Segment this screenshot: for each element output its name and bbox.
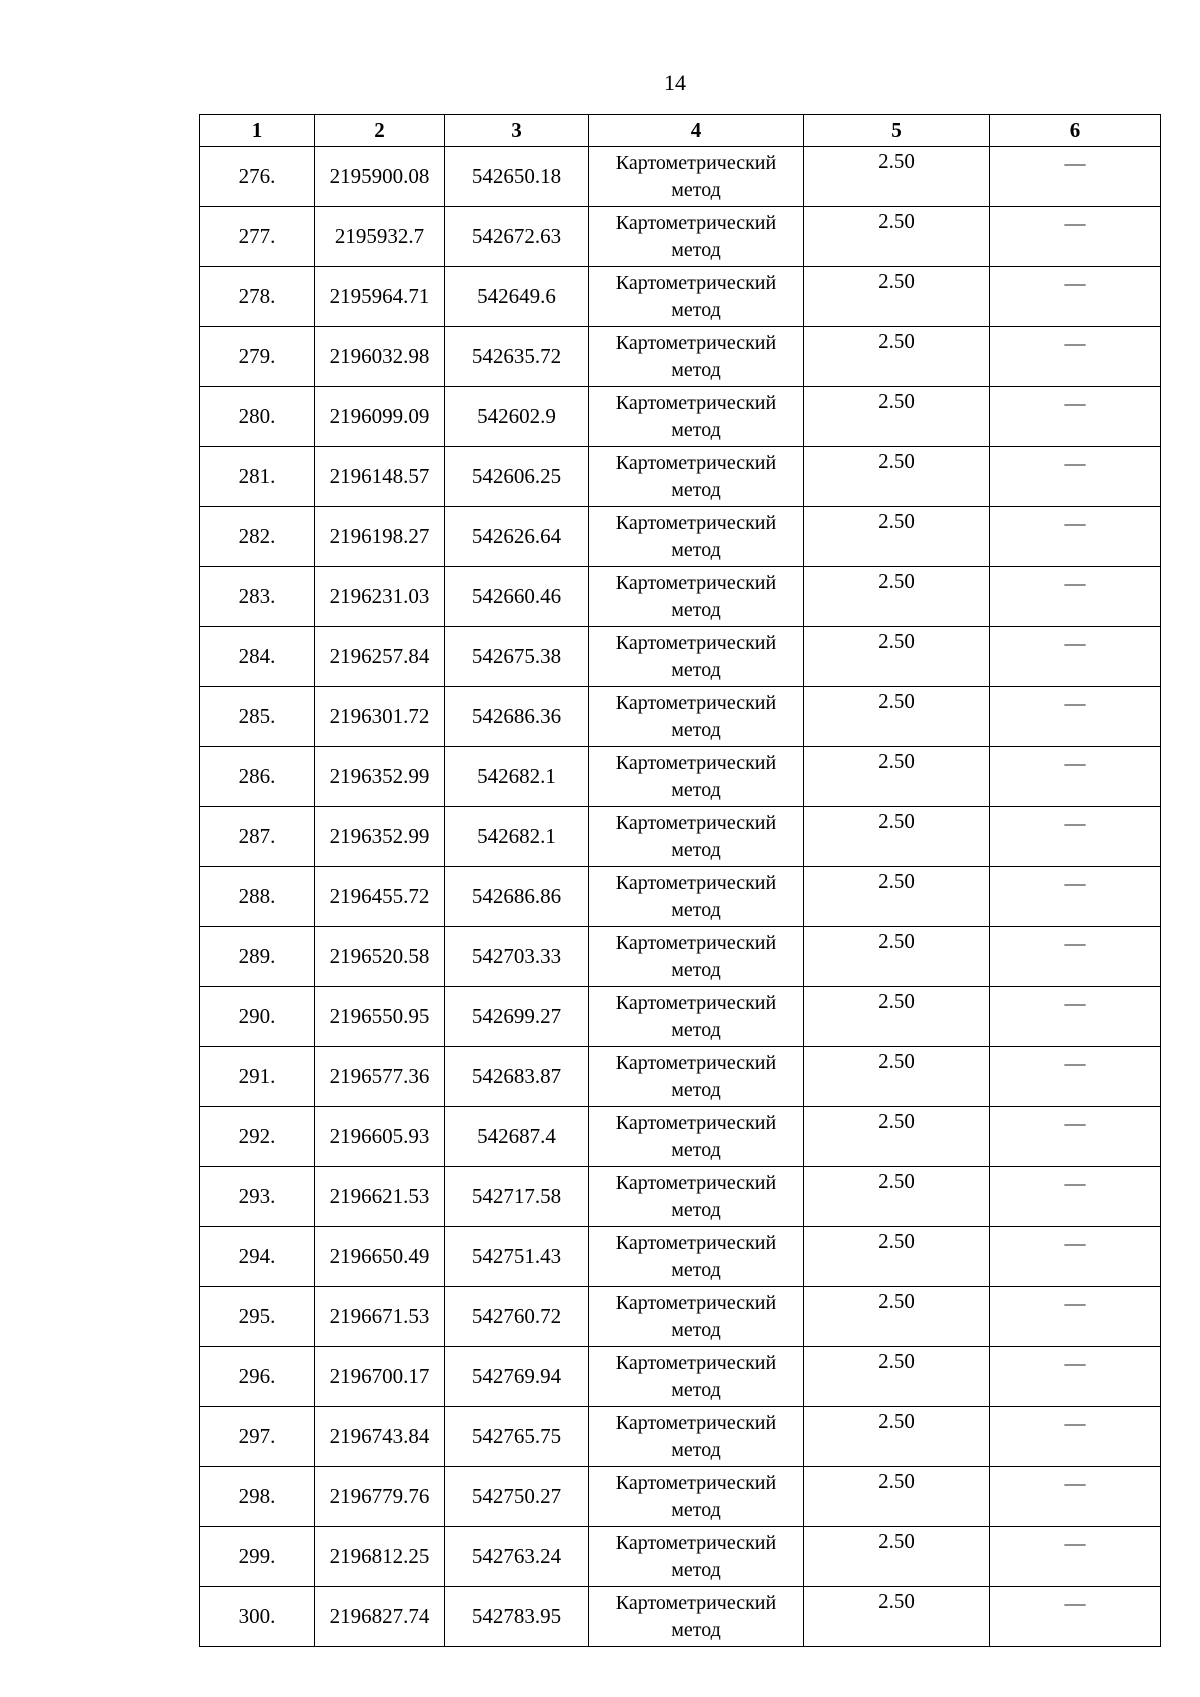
x-coordinate-cell: 2196605.93 — [315, 1107, 445, 1167]
method-line-2: метод — [671, 1558, 721, 1581]
method-cell — [589, 1287, 804, 1347]
y-coordinate-cell: 542717.58 — [445, 1167, 589, 1227]
method-line-1: Картометрический — [615, 1471, 777, 1494]
y-coordinate-cell: 542703.33 — [445, 927, 589, 987]
accuracy-cell: 2.50 — [804, 147, 990, 207]
table-row — [200, 1167, 1161, 1227]
table-row — [200, 387, 1161, 447]
accuracy-cell: 2.50 — [804, 687, 990, 747]
y-coordinate-cell: 542765.75 — [445, 1407, 589, 1467]
method-cell — [589, 507, 804, 567]
note-cell: — — [990, 1467, 1161, 1527]
method-line-1: Картометрический — [615, 331, 777, 354]
note-cell: — — [990, 1167, 1161, 1227]
method-cell — [589, 267, 804, 327]
table-row — [200, 687, 1161, 747]
method-line-2: метод — [671, 1078, 721, 1101]
note-cell: — — [990, 807, 1161, 867]
y-coordinate-cell: 542626.64 — [445, 507, 589, 567]
method-line-1: Картометрический — [615, 211, 777, 234]
x-coordinate-cell: 2196257.84 — [315, 627, 445, 687]
note-cell: — — [990, 267, 1161, 327]
method-line-1: Картометрический — [615, 511, 777, 534]
method-cell — [589, 807, 804, 867]
x-coordinate-cell: 2196650.49 — [315, 1227, 445, 1287]
y-coordinate-cell: 542672.63 — [445, 207, 589, 267]
accuracy-cell: 2.50 — [804, 927, 990, 987]
table-row — [200, 1407, 1161, 1467]
table-row — [200, 867, 1161, 927]
accuracy-cell: 2.50 — [804, 747, 990, 807]
accuracy-cell: 2.50 — [804, 387, 990, 447]
note-cell: — — [990, 387, 1161, 447]
y-coordinate-cell: 542606.25 — [445, 447, 589, 507]
header-col-2: 2 — [315, 115, 445, 147]
method-line-1: Картометрический — [615, 1111, 777, 1134]
accuracy-cell: 2.50 — [804, 1107, 990, 1167]
method-line-1: Картометрический — [615, 1231, 777, 1254]
method-line-2: метод — [671, 1258, 721, 1281]
method-line-2: метод — [671, 1498, 721, 1521]
accuracy-cell: 2.50 — [804, 1587, 990, 1647]
y-coordinate-cell: 542760.72 — [445, 1287, 589, 1347]
point-number-cell: 286. — [200, 747, 315, 807]
method-line-2: метод — [671, 958, 721, 981]
table-row — [200, 147, 1161, 207]
table-body — [200, 147, 1161, 1647]
method-line-1: Картометрический — [615, 871, 777, 894]
accuracy-cell: 2.50 — [804, 507, 990, 567]
table-header — [200, 115, 1161, 147]
note-cell: — — [990, 1407, 1161, 1467]
method-line-2: метод — [671, 1438, 721, 1461]
x-coordinate-cell: 2196700.17 — [315, 1347, 445, 1407]
point-number-cell: 283. — [200, 567, 315, 627]
note-cell: — — [990, 1227, 1161, 1287]
point-number-cell: 297. — [200, 1407, 315, 1467]
method-line-1: Картометрический — [615, 691, 777, 714]
x-coordinate-cell: 2196148.57 — [315, 447, 445, 507]
y-coordinate-cell: 542682.1 — [445, 807, 589, 867]
note-cell: — — [990, 867, 1161, 927]
point-number-cell: 294. — [200, 1227, 315, 1287]
accuracy-cell: 2.50 — [804, 447, 990, 507]
method-line-1: Картометрический — [615, 1051, 777, 1074]
point-number-cell: 278. — [200, 267, 315, 327]
x-coordinate-cell: 2196827.74 — [315, 1587, 445, 1647]
method-line-2: метод — [671, 418, 721, 441]
method-line-1: Картометрический — [615, 931, 777, 954]
y-coordinate-cell: 542660.46 — [445, 567, 589, 627]
method-line-1: Картометрический — [615, 391, 777, 414]
method-cell — [589, 447, 804, 507]
note-cell: — — [990, 1107, 1161, 1167]
method-line-2: метод — [671, 1018, 721, 1041]
accuracy-cell: 2.50 — [804, 327, 990, 387]
note-cell: — — [990, 1527, 1161, 1587]
table-row — [200, 1467, 1161, 1527]
y-coordinate-cell: 542783.95 — [445, 1587, 589, 1647]
point-number-cell: 299. — [200, 1527, 315, 1587]
y-coordinate-cell: 542675.38 — [445, 627, 589, 687]
note-cell: — — [990, 747, 1161, 807]
method-line-1: Картометрический — [615, 571, 777, 594]
x-coordinate-cell: 2195900.08 — [315, 147, 445, 207]
method-line-2: метод — [671, 658, 721, 681]
y-coordinate-cell: 542686.86 — [445, 867, 589, 927]
header-col-5: 5 — [804, 115, 990, 147]
point-number-cell: 300. — [200, 1587, 315, 1647]
x-coordinate-cell: 2196455.72 — [315, 867, 445, 927]
point-number-cell: 295. — [200, 1287, 315, 1347]
y-coordinate-cell: 542750.27 — [445, 1467, 589, 1527]
accuracy-cell: 2.50 — [804, 1467, 990, 1527]
y-coordinate-cell: 542687.4 — [445, 1107, 589, 1167]
note-cell: — — [990, 327, 1161, 387]
table-row — [200, 987, 1161, 1047]
x-coordinate-cell: 2196520.58 — [315, 927, 445, 987]
y-coordinate-cell: 542682.1 — [445, 747, 589, 807]
point-number-cell: 287. — [200, 807, 315, 867]
method-line-1: Картометрический — [615, 1411, 777, 1434]
method-line-1: Картометрический — [615, 271, 777, 294]
method-cell — [589, 1467, 804, 1527]
method-line-2: метод — [671, 838, 721, 861]
y-coordinate-cell: 542699.27 — [445, 987, 589, 1047]
method-line-2: метод — [671, 178, 721, 201]
table-row — [200, 267, 1161, 327]
point-number-cell: 276. — [200, 147, 315, 207]
point-number-cell: 290. — [200, 987, 315, 1047]
coordinates-table — [199, 114, 1161, 1647]
table-row — [200, 1227, 1161, 1287]
x-coordinate-cell: 2196671.53 — [315, 1287, 445, 1347]
table-row — [200, 447, 1161, 507]
method-cell — [589, 1107, 804, 1167]
header-col-3: 3 — [445, 115, 589, 147]
method-line-2: метод — [671, 478, 721, 501]
point-number-cell: 288. — [200, 867, 315, 927]
x-coordinate-cell: 2196577.36 — [315, 1047, 445, 1107]
table-row — [200, 1107, 1161, 1167]
method-line-2: метод — [671, 718, 721, 741]
accuracy-cell: 2.50 — [804, 807, 990, 867]
x-coordinate-cell: 2196352.99 — [315, 747, 445, 807]
header-col-1: 1 — [200, 115, 315, 147]
table-row — [200, 927, 1161, 987]
method-line-2: метод — [671, 238, 721, 261]
page-number: 14 — [664, 70, 686, 95]
y-coordinate-cell: 542763.24 — [445, 1527, 589, 1587]
method-cell — [589, 1227, 804, 1287]
x-coordinate-cell: 2196779.76 — [315, 1467, 445, 1527]
method-line-1: Картометрический — [615, 1351, 777, 1374]
table-row — [200, 1587, 1161, 1647]
method-cell — [589, 927, 804, 987]
y-coordinate-cell: 542751.43 — [445, 1227, 589, 1287]
point-number-cell: 285. — [200, 687, 315, 747]
y-coordinate-cell: 542602.9 — [445, 387, 589, 447]
note-cell: — — [990, 1287, 1161, 1347]
table-row — [200, 627, 1161, 687]
method-cell — [589, 627, 804, 687]
point-number-cell: 282. — [200, 507, 315, 567]
table-row — [200, 327, 1161, 387]
method-line-2: метод — [671, 1378, 721, 1401]
method-line-1: Картометрический — [615, 1171, 777, 1194]
point-number-cell: 280. — [200, 387, 315, 447]
point-number-cell: 292. — [200, 1107, 315, 1167]
note-cell: — — [990, 567, 1161, 627]
x-coordinate-cell: 2196198.27 — [315, 507, 445, 567]
x-coordinate-cell: 2196231.03 — [315, 567, 445, 627]
method-cell — [589, 747, 804, 807]
header-col-4: 4 — [589, 115, 804, 147]
method-cell — [589, 1347, 804, 1407]
note-cell: — — [990, 207, 1161, 267]
y-coordinate-cell: 542769.94 — [445, 1347, 589, 1407]
method-line-1: Картометрический — [615, 1291, 777, 1314]
accuracy-cell: 2.50 — [804, 207, 990, 267]
note-cell: — — [990, 987, 1161, 1047]
method-line-2: метод — [671, 358, 721, 381]
header-row — [200, 115, 1161, 147]
table-row — [200, 207, 1161, 267]
method-line-1: Картометрический — [615, 1591, 777, 1614]
note-cell: — — [990, 687, 1161, 747]
table-row — [200, 807, 1161, 867]
method-line-2: метод — [671, 778, 721, 801]
table-row — [200, 507, 1161, 567]
note-cell: — — [990, 927, 1161, 987]
method-cell — [589, 1167, 804, 1227]
method-line-2: метод — [671, 898, 721, 921]
note-cell: — — [990, 507, 1161, 567]
point-number-cell: 296. — [200, 1347, 315, 1407]
y-coordinate-cell: 542686.36 — [445, 687, 589, 747]
method-line-1: Картометрический — [615, 451, 777, 474]
point-number-cell: 279. — [200, 327, 315, 387]
method-cell — [589, 1527, 804, 1587]
y-coordinate-cell: 542683.87 — [445, 1047, 589, 1107]
method-line-2: метод — [671, 298, 721, 321]
method-line-2: метод — [671, 1138, 721, 1161]
accuracy-cell: 2.50 — [804, 1347, 990, 1407]
accuracy-cell: 2.50 — [804, 1227, 990, 1287]
accuracy-cell: 2.50 — [804, 1167, 990, 1227]
method-cell — [589, 567, 804, 627]
method-line-1: Картометрический — [615, 151, 777, 174]
method-cell — [589, 327, 804, 387]
note-cell: — — [990, 447, 1161, 507]
x-coordinate-cell: 2195964.71 — [315, 267, 445, 327]
accuracy-cell: 2.50 — [804, 1287, 990, 1347]
y-coordinate-cell: 542650.18 — [445, 147, 589, 207]
method-line-2: метод — [671, 1198, 721, 1221]
note-cell: — — [990, 1347, 1161, 1407]
method-line-2: метод — [671, 1318, 721, 1341]
accuracy-cell: 2.50 — [804, 567, 990, 627]
point-number-cell: 277. — [200, 207, 315, 267]
point-number-cell: 298. — [200, 1467, 315, 1527]
accuracy-cell: 2.50 — [804, 1047, 990, 1107]
method-cell — [589, 207, 804, 267]
accuracy-cell: 2.50 — [804, 1527, 990, 1587]
method-cell — [589, 1587, 804, 1647]
accuracy-cell: 2.50 — [804, 1407, 990, 1467]
method-cell — [589, 387, 804, 447]
x-coordinate-cell: 2196099.09 — [315, 387, 445, 447]
method-line-1: Картометрический — [615, 1531, 777, 1554]
table-row — [200, 1047, 1161, 1107]
x-coordinate-cell: 2196621.53 — [315, 1167, 445, 1227]
note-cell: — — [990, 1587, 1161, 1647]
method-line-1: Картометрический — [615, 631, 777, 654]
accuracy-cell: 2.50 — [804, 867, 990, 927]
point-number-cell: 293. — [200, 1167, 315, 1227]
accuracy-cell: 2.50 — [804, 987, 990, 1047]
method-cell — [589, 1047, 804, 1107]
note-cell: — — [990, 147, 1161, 207]
x-coordinate-cell: 2196352.99 — [315, 807, 445, 867]
table-row — [200, 1287, 1161, 1347]
x-coordinate-cell: 2196812.25 — [315, 1527, 445, 1587]
x-coordinate-cell: 2196550.95 — [315, 987, 445, 1047]
method-line-2: метод — [671, 538, 721, 561]
table-row — [200, 567, 1161, 627]
note-cell: — — [990, 1047, 1161, 1107]
method-cell — [589, 687, 804, 747]
accuracy-cell: 2.50 — [804, 267, 990, 327]
point-number-cell: 291. — [200, 1047, 315, 1107]
point-number-cell: 289. — [200, 927, 315, 987]
method-line-1: Картометрический — [615, 991, 777, 1014]
method-cell — [589, 1407, 804, 1467]
method-cell — [589, 987, 804, 1047]
x-coordinate-cell: 2196301.72 — [315, 687, 445, 747]
x-coordinate-cell: 2195932.7 — [315, 207, 445, 267]
method-cell — [589, 147, 804, 207]
method-line-2: метод — [671, 598, 721, 621]
table-row — [200, 747, 1161, 807]
table-row — [200, 1527, 1161, 1587]
x-coordinate-cell: 2196032.98 — [315, 327, 445, 387]
method-line-1: Картометрический — [615, 811, 777, 834]
note-cell: — — [990, 627, 1161, 687]
header-col-6: 6 — [990, 115, 1161, 147]
method-line-1: Картометрический — [615, 751, 777, 774]
y-coordinate-cell: 542649.6 — [445, 267, 589, 327]
table-row — [200, 1347, 1161, 1407]
y-coordinate-cell: 542635.72 — [445, 327, 589, 387]
method-cell — [589, 867, 804, 927]
point-number-cell: 281. — [200, 447, 315, 507]
accuracy-cell: 2.50 — [804, 627, 990, 687]
method-line-2: метод — [671, 1618, 721, 1641]
x-coordinate-cell: 2196743.84 — [315, 1407, 445, 1467]
point-number-cell: 284. — [200, 627, 315, 687]
